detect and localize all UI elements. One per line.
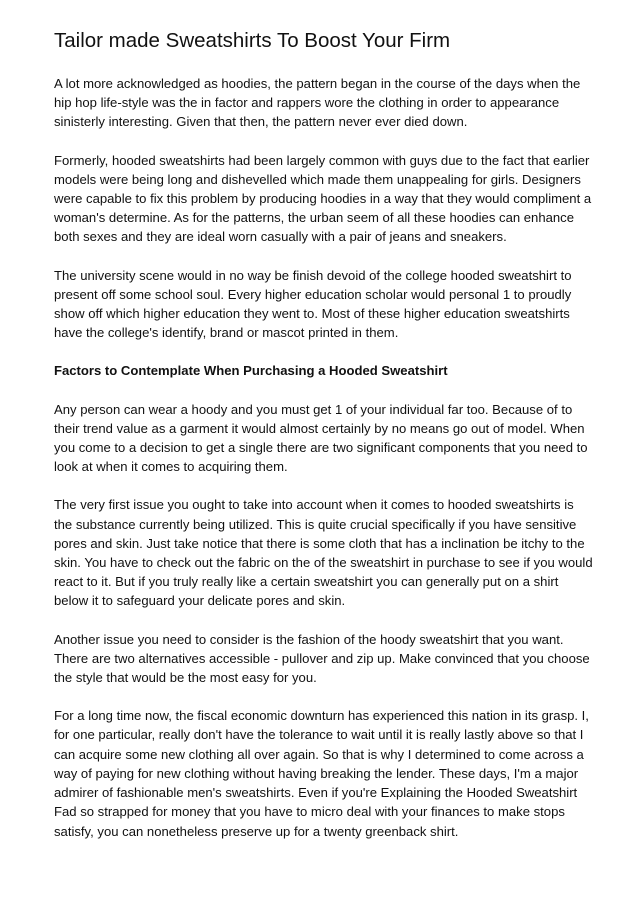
text-line: models were being long and dishevelled which made them unappealing for girls. Designers: [54, 171, 581, 187]
text-line: admirer of fashionable men's sweatshirts. Even if you're Explaining the Hooded Sweatshirt: [54, 785, 578, 801]
text-line: Fad so strapped for money that you have to micro deal with your finances to make stops: [54, 804, 565, 820]
text-line: satisfy, you can nonetheless preserve up for a twenty greenback shirt.: [54, 823, 459, 839]
factors-section: [54, 400, 594, 841]
paragraph: [54, 74, 594, 132]
text-line: below it to safeguard your delicate pores and skin.: [54, 593, 346, 609]
text-line: woman's determine. As for the patterns, the urban seem of all these hoodies can enhance: [54, 210, 575, 226]
text-line: skin. You have to check out the fabric on the of the sweatshirt in purchase to see if you would: [54, 555, 593, 571]
text-line: There are two alternatives accessible - pullover and zip up. Make convinced that you choose: [54, 650, 590, 666]
text-line: way of paying for new clothing without having breaking the lender. These days, I'm a major: [54, 765, 579, 781]
document-page: [54, 28, 594, 860]
text-line: sinisterly interesting. Given that then, the pattern never ever died down.: [54, 114, 468, 130]
intro-section: [54, 74, 594, 342]
text-line: their trend value as a garment it would almost certainly by no means go out of model. When: [54, 420, 585, 436]
text-line: The university scene would in no way be finish devoid of the college hooded sweatshirt to: [54, 267, 572, 283]
text-line: have the college's identify, brand or mascot printed in them.: [54, 325, 399, 341]
text-line: pores and skin. Just take notice that there is some cloth that has a inclination be itchy to the: [54, 535, 585, 551]
text-line: The very first issue you ought to take into account when it comes to hooded sweatshirts is: [54, 497, 574, 513]
text-line: For a long time now, the fiscal economic downturn has experienced this nation in its grasp. I,: [54, 708, 589, 724]
paragraph: [54, 266, 594, 343]
text-line: the style that would be the most easy for you.: [54, 670, 317, 686]
text-line: look at when it comes to acquiring them.: [54, 459, 288, 475]
text-line: Any person can wear a hoody and you must get 1 of your individual far too. Because of to: [54, 401, 573, 417]
text-line: show off which higher education they went to. Most of these higher education sweatshirts: [54, 306, 570, 322]
text-line: react to it. But if you truly really like a certain sweatshirt you can generally put on a shirt: [54, 574, 559, 590]
text-line: can acquire some new clothing all over again. So that is why I determined to come across a: [54, 746, 584, 762]
section-heading: Factors to Contemplate When Purchasing a Hooded Sweatshirt: [54, 363, 448, 379]
paragraph: [54, 400, 594, 477]
text-line: Formerly, hooded sweatshirts had been largely common with guys due to the fact that earlier: [54, 152, 590, 168]
text-line: hip hop life-style was the in factor and rappers wore the clothing in order to appearance: [54, 95, 560, 111]
paragraph: [54, 706, 594, 840]
text-line: present off some school soul. Every higher education scholar would personal 1 to proudly: [54, 286, 572, 302]
paragraph: [54, 630, 594, 688]
document-title: Tailor made Sweatshirts To Boost Your Firm: [54, 29, 451, 52]
text-line: were capable to fix this problem by producing hoodies in a way that they would compliment a: [54, 191, 592, 207]
text-line: you come to a decision to get a single there are two significant components that you need to: [54, 440, 588, 456]
text-line: Another issue you need to consider is the fashion of the hoody sweatshirt that you want.: [54, 631, 564, 647]
paragraph: [54, 151, 594, 247]
text-line: both sexes and they are ideal worn casually with a pair of jeans and sneakers.: [54, 229, 507, 245]
text-line: for one particular, really don't have the tolerance to wait until it is really lastly above so that I: [54, 727, 584, 743]
paragraph: [54, 495, 594, 610]
text-line: the substance currently being utilized. This is quite crucial specifically if you have sensitive: [54, 516, 577, 532]
text-line: A lot more acknowledged as hoodies, the pattern began in the course of the days when the: [54, 76, 581, 91]
